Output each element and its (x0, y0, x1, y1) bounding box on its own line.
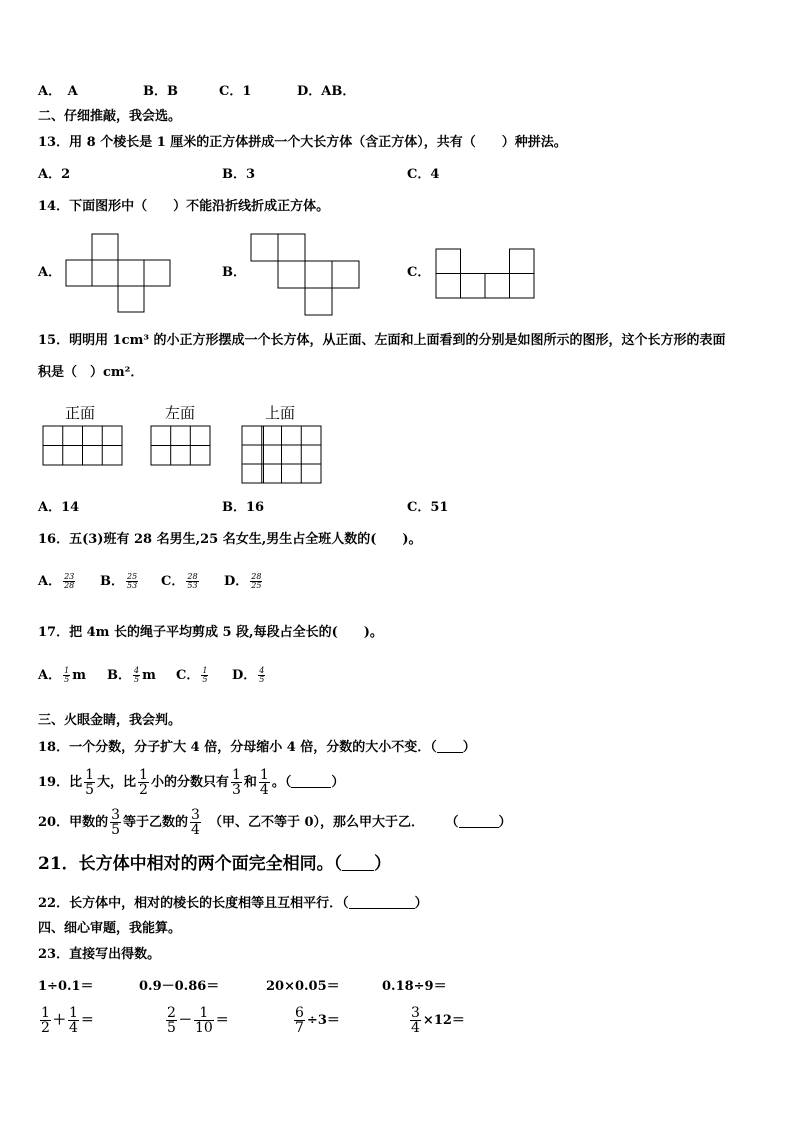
q17-option-b-unit: m (142, 668, 156, 683)
calc-1-3: 20×0.05＝ (266, 979, 340, 994)
q12-option-c: C．1 (219, 84, 252, 99)
q22-text: 22．长方体中，相对的棱长的长度相等且互相平行．（ (38, 896, 349, 911)
calc-2-2 (164, 1006, 229, 1035)
q15-option-a: A．14 (38, 500, 80, 515)
q13-option-c: C．4 (407, 167, 440, 182)
q20-text-3: （甲、乙不等于 0），那么甲大于乙． (208, 815, 425, 830)
q17-option-a-unit: m (72, 668, 86, 683)
calc-2-4-fraction (410, 1006, 421, 1035)
q15-view-left-label: 左面 (165, 404, 196, 422)
q22-statement (38, 896, 428, 910)
q15-view-front-label: 正面 (65, 404, 96, 422)
q16-option-a-label: A． (38, 574, 62, 589)
q16-option-a-fraction (63, 573, 75, 590)
numerator: 4 (259, 666, 265, 675)
numerator: 6 (295, 1005, 304, 1021)
q19-text-3: 小的分数只有 (150, 775, 229, 790)
denominator: 4 (411, 1020, 420, 1036)
q15-text-line2: 积是（ ）cm²． (38, 365, 144, 380)
numerator: 1 (139, 767, 148, 783)
q20-text-2: 等于乙数的 (123, 815, 189, 830)
q18-text-end: ） (462, 740, 476, 755)
denominator: 5 (259, 675, 265, 684)
q15-option-b: B．16 (222, 500, 265, 515)
numerator: 3 (411, 1005, 420, 1021)
operator: － (178, 1013, 192, 1028)
q17-option-a-label: A． (38, 668, 62, 683)
q17-option-d-label: D． (232, 668, 257, 683)
q19-text-2: 大，比 (97, 775, 137, 790)
q19-fraction-4 (259, 768, 270, 797)
calc-2-3 (292, 1006, 340, 1035)
denominator: 4 (68, 1020, 78, 1036)
q17-text: 17．把 4m 长的绳子平均剪成 5 段,每段占全长的( )。 (38, 625, 383, 640)
numerator: 28 (187, 572, 198, 581)
numerator: 1 (231, 767, 241, 783)
q19-text-1: 19．比 (38, 775, 83, 790)
denominator: 2 (139, 782, 148, 798)
denominator: 2 (41, 1020, 50, 1036)
calc-2-3-rest: ÷3＝ (306, 1013, 340, 1028)
numerator: 28 (251, 572, 262, 581)
calc-2-1-fraction-1 (40, 1006, 51, 1035)
q13-option-a: A．2 (38, 167, 71, 182)
q17-option-c-label: C． (176, 668, 200, 683)
q17-option-b-fraction (133, 667, 140, 684)
q13-text: 13．用 8 个棱长是 1 厘米的正方体拼成一个大长方体（含正方体），共有（ ）种拼法。 (38, 135, 567, 150)
equals: ＝ (80, 1013, 94, 1028)
q15-text-line1: 15．明明用 1cm³ 的小正方形摆成一个长方体，从正面、左面和上面看到的分别是如图所示的图形，这个长方形的表面 (38, 333, 726, 348)
q19-fraction-2 (138, 768, 149, 797)
q16-option-b-fraction (126, 573, 138, 590)
q16-option-b (100, 573, 140, 590)
section-3-heading: 三、火眼金睛，我会判。 (38, 713, 182, 728)
denominator: 28 (64, 581, 75, 590)
calc-2-1-fraction-2 (68, 1006, 79, 1035)
denominator: 25 (251, 581, 262, 590)
q15-front-view-grid (43, 426, 123, 466)
q17-option-d (232, 667, 267, 684)
denominator: 5 (64, 675, 70, 684)
calc-2-4 (408, 1006, 465, 1035)
q16-option-c (161, 573, 201, 590)
q14-text: 14．下面图形中（ ）不能沿折线折成正方体。 (38, 199, 330, 214)
q19-text-6: ） (331, 775, 345, 790)
numerator: 1 (68, 1005, 78, 1021)
equals: ＝ (215, 1013, 229, 1028)
q19-answer-blank[interactable] (291, 775, 331, 788)
q20-fraction-2 (190, 808, 201, 837)
section-4-heading: 四、细心审题，我能算。 (38, 921, 182, 936)
numerator: 1 (85, 767, 95, 783)
q17-option-d-fraction (258, 667, 265, 684)
q20-text-5: ） (498, 815, 512, 830)
numerator: 1 (64, 666, 70, 675)
calc-2-2-fraction-1 (166, 1006, 177, 1035)
q14-option-a: A． (38, 265, 62, 280)
q19-statement (38, 768, 344, 797)
denominator: 5 (85, 782, 95, 798)
q16-option-b-label: B． (100, 574, 124, 589)
numerator: 1 (202, 666, 208, 675)
calc-2-3-fraction (294, 1006, 305, 1035)
q22-text-end: ） (414, 896, 428, 911)
q17-option-c (176, 667, 210, 684)
calc-2-4-rest: ×12＝ (422, 1013, 465, 1028)
denominator: 53 (127, 581, 138, 590)
q18-answer-blank[interactable] (437, 740, 463, 753)
q12-option-b: B．B (143, 84, 178, 99)
numerator: 3 (111, 807, 121, 823)
q22-answer-blank[interactable] (349, 896, 415, 909)
numerator: 4 (134, 666, 140, 675)
q17-option-a-fraction (63, 667, 70, 684)
q19-fraction-3 (231, 768, 242, 797)
calc-2-1 (38, 1006, 94, 1035)
numerator: 2 (167, 1005, 176, 1021)
denominator: 5 (167, 1020, 176, 1036)
numerator: 1 (199, 1005, 209, 1021)
denominator: 5 (111, 822, 121, 838)
q16-option-d (224, 573, 264, 590)
q16-option-d-label: D． (224, 574, 249, 589)
q15-top-view-grid (242, 426, 322, 484)
q21-text-end: ） (374, 854, 392, 874)
q17-option-b-label: B． (107, 668, 131, 683)
numerator: 23 (64, 572, 75, 581)
calc-1-1: 1÷0.1＝ (38, 979, 94, 994)
q17-option-b (107, 667, 156, 684)
q20-text-1: 20．甲数的 (38, 815, 109, 830)
denominator: 10 (194, 1020, 213, 1036)
denominator: 5 (202, 675, 208, 684)
q15-view-top-label: 上面 (265, 404, 296, 422)
q23-text: 23．直接写出得数。 (38, 947, 161, 962)
q16-option-c-label: C． (161, 574, 185, 589)
q18-text: 18．一个分数，分子扩大 4 倍，分母缩小 4 倍，分数的大小不变．（ (38, 740, 437, 755)
q15-option-c: C．51 (407, 500, 449, 515)
q19-fraction-1 (84, 768, 95, 797)
q16-option-c-fraction (186, 573, 198, 590)
q14-option-b: B． (222, 265, 246, 280)
calc-1-2: 0.9－0.86＝ (139, 979, 220, 994)
operator: ＋ (52, 1013, 66, 1028)
q14-net-c (436, 249, 536, 299)
q17-option-a (38, 667, 86, 684)
q16-text: 16．五(3)班有 28 名男生,25 名女生,男生占全班人数的( )。 (38, 532, 422, 547)
q12-option-d: D．AB． (297, 84, 356, 99)
q15-left-view-grid (151, 426, 211, 466)
q12-option-a: A． A (38, 84, 78, 99)
denominator: 3 (231, 782, 241, 798)
denominator: 7 (295, 1020, 304, 1036)
calc-2-2-fraction-2 (194, 1006, 214, 1035)
denominator: 5 (134, 675, 140, 684)
numerator: 1 (259, 767, 269, 783)
q16-option-a (38, 573, 77, 590)
q21-text: 21．长方体中相对的两个面完全相同。（ (38, 854, 343, 874)
denominator: 53 (187, 581, 198, 590)
q16-option-d-fraction (250, 573, 262, 590)
numerator: 1 (41, 1005, 50, 1021)
section-2-heading: 二、仔细推敲，我会选。 (38, 109, 182, 124)
q18-statement (38, 740, 476, 754)
q20-text-4: （ (452, 815, 459, 830)
q21-answer-blank[interactable] (342, 858, 374, 871)
numerator: 25 (127, 572, 138, 581)
q19-text-4: 和 (243, 775, 257, 790)
q20-statement (38, 808, 512, 837)
q17-option-c-fraction (201, 667, 208, 684)
q14-option-c: C． (407, 265, 431, 280)
q14-net-b (251, 234, 361, 316)
q21-statement (38, 856, 391, 873)
calc-1-4: 0.18÷9＝ (382, 979, 447, 994)
denominator: 4 (259, 782, 269, 798)
q20-answer-blank[interactable] (459, 815, 499, 828)
q20-fraction-1 (110, 808, 121, 837)
q13-option-b: B．3 (222, 167, 256, 182)
q19-text-5: 。（ (271, 775, 292, 790)
q14-net-a (66, 234, 170, 314)
denominator: 4 (191, 822, 200, 838)
numerator: 3 (191, 807, 200, 823)
